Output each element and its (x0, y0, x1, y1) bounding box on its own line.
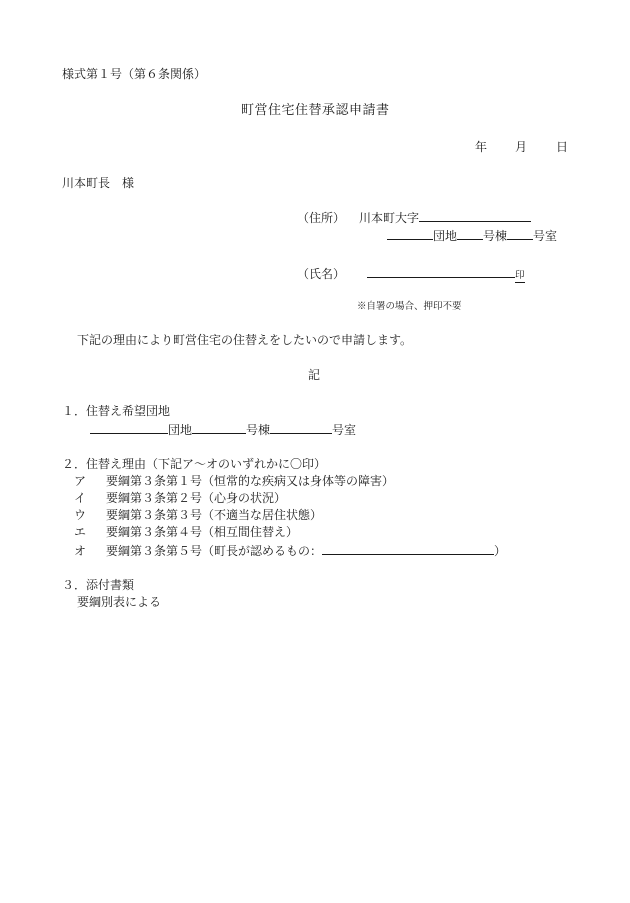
address-label: （住所） (297, 211, 346, 225)
section-1-fields (90, 420, 356, 438)
reason-text: 要綱第３条第２号（心身の状況） (106, 491, 287, 505)
form-number: 様式第１号（第６条関係） (62, 67, 207, 81)
address-field[interactable] (419, 208, 531, 222)
reason-mark: エ (74, 525, 87, 539)
reason-text: 要綱第３条第４号（相互間住替え） (106, 525, 299, 539)
other-reason-field[interactable] (322, 541, 494, 555)
address-row (297, 208, 531, 226)
address-danchi-field[interactable] (387, 226, 433, 240)
reason-item-i[interactable] (74, 490, 286, 506)
desired-goushitsu-field[interactable] (270, 420, 332, 434)
date-year-label: 年 (475, 140, 488, 154)
address-goushitsu-field[interactable] (507, 226, 533, 240)
reason-item-o[interactable] (74, 541, 506, 559)
reason-mark: オ (74, 544, 87, 558)
date-day-label: 日 (556, 140, 569, 154)
address-goushitsu-label: 号室 (533, 229, 558, 243)
date-month-label: 月 (515, 140, 528, 154)
reason-text: 要綱第３条第３号（不適当な居住状態） (106, 508, 323, 522)
reason-mark: ア (74, 474, 87, 488)
name-row (297, 264, 525, 283)
address-gouto-field[interactable] (457, 226, 483, 240)
name-label: （氏名） (297, 267, 346, 281)
section-3-heading: ３．添付書類 (62, 578, 135, 592)
reason-mark: ウ (74, 508, 87, 522)
section-1-heading: １．住替え希望団地 (62, 404, 171, 418)
application-statement: 下記の理由により町営住宅の住替えをしたいので申請します。 (77, 333, 413, 347)
reason-item-e[interactable] (74, 524, 298, 540)
section-3-body: 要綱別表による (77, 595, 162, 609)
address-prefix: 川本町大字 (359, 211, 420, 225)
reason-text: 要綱第３条第１号（恒常的な疾病又は身体等の障害） (106, 474, 395, 488)
address-gouto-label: 号棟 (483, 229, 508, 243)
ki-label: 記 (308, 368, 321, 382)
reason-text: 要綱第３条第５号（町長が認めるもの： (106, 544, 323, 558)
section-2-heading: ２．住替え理由（下記ア～オのいずれかに〇印） (62, 457, 327, 471)
reason-close-paren: ） (494, 544, 507, 558)
desired-goushitsu-label: 号室 (332, 423, 357, 437)
reason-item-u[interactable] (74, 507, 322, 523)
reason-item-a[interactable] (74, 473, 394, 489)
address-row-2 (387, 226, 557, 244)
addressee: 川本町長 様 (62, 176, 135, 190)
desired-danchi-label: 団地 (168, 423, 193, 437)
seal-mark: 印 (515, 270, 525, 281)
reason-mark: イ (74, 491, 87, 505)
document-title: 町営住宅住替承認申請書 (241, 103, 390, 118)
name-field[interactable] (367, 264, 515, 278)
address-danchi-label: 団地 (433, 229, 458, 243)
desired-danchi-field[interactable] (90, 420, 168, 434)
desired-gouto-label: 号棟 (246, 423, 271, 437)
seal-note: ※自署の場合、押印不要 (357, 301, 462, 312)
desired-gouto-field[interactable] (192, 420, 246, 434)
